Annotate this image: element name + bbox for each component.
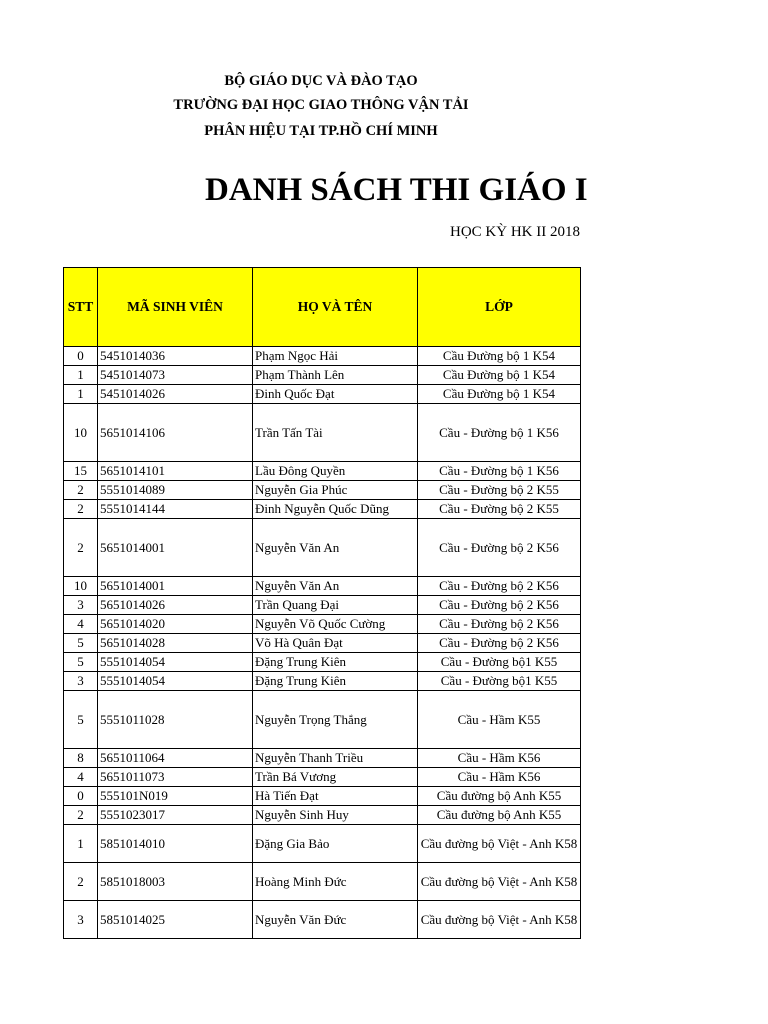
student-id-cell: 5651014001 bbox=[98, 577, 253, 596]
student-id-cell: 5651014028 bbox=[98, 634, 253, 653]
full-name-cell: Nguyễn Văn An bbox=[253, 519, 418, 577]
stt-cell: 2 bbox=[64, 481, 98, 500]
stt-cell: 15 bbox=[64, 462, 98, 481]
full-name-cell: Đinh Nguyễn Quốc Dũng bbox=[253, 500, 418, 519]
table-row bbox=[64, 615, 581, 634]
full-name-cell: Đinh Quốc Đạt bbox=[253, 385, 418, 404]
class-cell: Cầu đường bộ Việt - Anh K58 bbox=[418, 901, 581, 939]
class-cell: Cầu Đường bộ 1 K54 bbox=[418, 366, 581, 385]
class-cell: Cầu Đường bộ 1 K54 bbox=[418, 385, 581, 404]
table-row bbox=[64, 653, 581, 672]
class-cell: Cầu - Hầm K55 bbox=[418, 691, 581, 749]
table-row bbox=[64, 768, 581, 787]
table-row bbox=[64, 519, 581, 577]
full-name-cell: Hà Tiến Đạt bbox=[253, 787, 418, 806]
class-cell: Cầu - Đường bộ1 K55 bbox=[418, 672, 581, 691]
class-cell: Cầu - Đường bộ 1 K56 bbox=[418, 462, 581, 481]
column-header-stt: STT bbox=[64, 268, 98, 347]
student-id-cell: 5651014106 bbox=[98, 404, 253, 462]
document-title: DANH SÁCH THI GIÁO I bbox=[205, 172, 588, 208]
class-cell: Cầu - Hầm K56 bbox=[418, 749, 581, 768]
stt-cell: 3 bbox=[64, 672, 98, 691]
student-id-cell: 5851018003 bbox=[98, 863, 253, 901]
class-cell: Cầu - Đường bộ 2 K56 bbox=[418, 596, 581, 615]
class-cell: Cầu đường bộ Việt - Anh K58 bbox=[418, 825, 581, 863]
stt-cell: 1 bbox=[64, 825, 98, 863]
university-header: TRƯỜNG ĐẠI HỌC GIAO THÔNG VẬN TẢI bbox=[173, 97, 469, 113]
table-row bbox=[64, 901, 581, 939]
table-row bbox=[64, 500, 581, 519]
table-row bbox=[64, 462, 581, 481]
ministry-header: BỘ GIÁO DỤC VÀ ĐÀO TẠO bbox=[224, 73, 418, 89]
stt-cell: 1 bbox=[64, 385, 98, 404]
table-row bbox=[64, 385, 581, 404]
student-id-cell: 5551014054 bbox=[98, 653, 253, 672]
stt-cell: 2 bbox=[64, 806, 98, 825]
table-row bbox=[64, 825, 581, 863]
stt-cell: 10 bbox=[64, 404, 98, 462]
student-id-cell: 5451014026 bbox=[98, 385, 253, 404]
student-id-cell: 5551014054 bbox=[98, 672, 253, 691]
class-cell: Cầu - Đường bộ 2 K56 bbox=[418, 615, 581, 634]
full-name-cell: Lầu Đông Quyền bbox=[253, 462, 418, 481]
stt-cell: 3 bbox=[64, 596, 98, 615]
student-id-cell: 555101N019 bbox=[98, 787, 253, 806]
student-id-cell: 5651014020 bbox=[98, 615, 253, 634]
student-id-cell: 5551014144 bbox=[98, 500, 253, 519]
stt-cell: 2 bbox=[64, 863, 98, 901]
full-name-cell: Nguyễn Gia Phúc bbox=[253, 481, 418, 500]
full-name-cell: Trần Quang Đại bbox=[253, 596, 418, 615]
stt-cell: 5 bbox=[64, 691, 98, 749]
column-header-class: LỚP bbox=[418, 268, 581, 347]
stt-cell: 1 bbox=[64, 366, 98, 385]
table-row bbox=[64, 806, 581, 825]
full-name-cell: Nguyễn Võ Quốc Cường bbox=[253, 615, 418, 634]
table-row bbox=[64, 672, 581, 691]
table-row bbox=[64, 634, 581, 653]
full-name-cell: Phạm Thành Lên bbox=[253, 366, 418, 385]
full-name-cell: Nguyễn Sinh Huy bbox=[253, 806, 418, 825]
table-body bbox=[64, 347, 581, 939]
student-id-cell: 5551023017 bbox=[98, 806, 253, 825]
full-name-cell: Đặng Gia Bảo bbox=[253, 825, 418, 863]
class-cell: Cầu - Đường bộ 1 K56 bbox=[418, 404, 581, 462]
stt-cell: 10 bbox=[64, 577, 98, 596]
student-id-cell: 5651014026 bbox=[98, 596, 253, 615]
class-cell: Cầu đường bộ Anh K55 bbox=[418, 787, 581, 806]
stt-cell: 4 bbox=[64, 615, 98, 634]
student-id-cell: 5851014025 bbox=[98, 901, 253, 939]
student-id-cell: 5551014089 bbox=[98, 481, 253, 500]
full-name-cell: Đặng Trung Kiên bbox=[253, 653, 418, 672]
table-header-row bbox=[64, 268, 581, 347]
full-name-cell: Nguyễn Văn Đức bbox=[253, 901, 418, 939]
class-cell: Cầu - Đường bộ 2 K56 bbox=[418, 634, 581, 653]
student-table bbox=[63, 267, 581, 939]
table-row bbox=[64, 481, 581, 500]
table-row bbox=[64, 787, 581, 806]
full-name-cell: Trần Tấn Tài bbox=[253, 404, 418, 462]
full-name-cell: Trần Bá Vương bbox=[253, 768, 418, 787]
class-cell: Cầu - Đường bộ1 K55 bbox=[418, 653, 581, 672]
stt-cell: 3 bbox=[64, 901, 98, 939]
full-name-cell: Nguyễn Văn An bbox=[253, 577, 418, 596]
stt-cell: 4 bbox=[64, 768, 98, 787]
stt-cell: 5 bbox=[64, 653, 98, 672]
class-cell: Cầu - Đường bộ 2 K56 bbox=[418, 577, 581, 596]
table-row bbox=[64, 749, 581, 768]
stt-cell: 8 bbox=[64, 749, 98, 768]
column-header-full-name: HỌ VÀ TÊN bbox=[253, 268, 418, 347]
class-cell: Cầu - Đường bộ 2 K56 bbox=[418, 519, 581, 577]
table-row bbox=[64, 366, 581, 385]
table-row bbox=[64, 863, 581, 901]
class-cell: Cầu - Đường bộ 2 K55 bbox=[418, 500, 581, 519]
class-cell: Cầu Đường bộ 1 K54 bbox=[418, 347, 581, 366]
table-row bbox=[64, 596, 581, 615]
stt-cell: 0 bbox=[64, 787, 98, 806]
full-name-cell: Nguyễn Thanh Triều bbox=[253, 749, 418, 768]
stt-cell: 2 bbox=[64, 500, 98, 519]
student-id-cell: 5851014010 bbox=[98, 825, 253, 863]
full-name-cell: Hoàng Minh Đức bbox=[253, 863, 418, 901]
class-cell: Cầu đường bộ Anh K55 bbox=[418, 806, 581, 825]
student-id-cell: 5551011028 bbox=[98, 691, 253, 749]
stt-cell: 5 bbox=[64, 634, 98, 653]
student-id-cell: 5651014101 bbox=[98, 462, 253, 481]
column-header-student-id: MÃ SINH VIÊN bbox=[98, 268, 253, 347]
class-cell: Cầu - Hầm K56 bbox=[418, 768, 581, 787]
full-name-cell: Nguyễn Trọng Thắng bbox=[253, 691, 418, 749]
full-name-cell: Võ Hà Quân Đạt bbox=[253, 634, 418, 653]
table-row bbox=[64, 691, 581, 749]
student-id-cell: 5651011073 bbox=[98, 768, 253, 787]
student-id-cell: 5651011064 bbox=[98, 749, 253, 768]
student-id-cell: 5451014073 bbox=[98, 366, 253, 385]
full-name-cell: Đặng Trung Kiên bbox=[253, 672, 418, 691]
full-name-cell: Phạm Ngọc Hải bbox=[253, 347, 418, 366]
table-row bbox=[64, 347, 581, 366]
student-id-cell: 5451014036 bbox=[98, 347, 253, 366]
class-cell: Cầu đường bộ Việt - Anh K58 bbox=[418, 863, 581, 901]
stt-cell: 2 bbox=[64, 519, 98, 577]
class-cell: Cầu - Đường bộ 2 K55 bbox=[418, 481, 581, 500]
student-id-cell: 5651014001 bbox=[98, 519, 253, 577]
table-row bbox=[64, 577, 581, 596]
stt-cell: 0 bbox=[64, 347, 98, 366]
term-label: HỌC KỲ HK II 2018 bbox=[450, 224, 580, 240]
branch-header: PHÂN HIỆU TẠI TP.HỒ CHÍ MINH bbox=[204, 123, 438, 139]
table-row bbox=[64, 404, 581, 462]
